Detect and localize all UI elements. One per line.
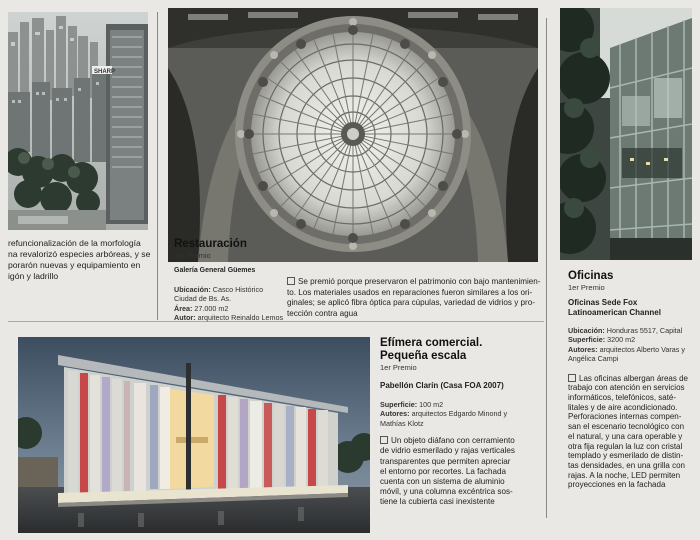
text-line: Se premió porque preservaron el patrimonio con bajo mantenimien- [298,277,541,286]
premio-label: 1er Premio [380,363,417,372]
text-line: proyecciones en la fachada [568,480,666,490]
dome-photo [168,8,538,262]
field-value: arquitectos Alberto Varas y [599,344,685,354]
text-line: na revalorizó especies arbóreas, y se [8,249,151,259]
text-line: ginales; se aplicó fibra óptica para cúpulas, variedad de vidrios y pro- [287,298,535,308]
field-value: 3200 m2 [607,335,636,345]
bullet-icon [568,374,576,382]
sharp-sign: SHARP [94,69,116,75]
field-value: Honduras 5517, Capital [606,326,683,335]
field-label: Autores: [380,409,410,419]
text-line: tección contra agua [287,308,358,318]
text-line: transparentes que permiten apreciar [380,456,511,466]
section-heading: Oficinas [568,270,614,282]
text-line: igón y ladrillo [8,271,59,281]
restauracion-info [174,238,284,323]
heading-line: Pequeña escala [380,350,467,362]
field-label: Superficie: [568,335,606,345]
city-aerial-photo [8,12,148,230]
field-value: Casco Histórico [212,285,264,294]
text-line: de vidrio esmerilado y rajas verticales [380,446,515,456]
text-line: Un objeto diáfano con cerramiento [391,436,515,446]
text-line: Las oficinas albergan áreas de [579,373,688,383]
heading-line: Efímera comercial. [380,337,483,349]
oficinas-info [568,270,694,490]
text-line: tas densidades, en una grilla con [568,460,685,470]
bullet-icon [380,436,388,444]
field-label: Ubicación: [174,285,211,294]
text-line: trabajo con atención en servicios [568,383,685,393]
bullet-icon [287,277,295,285]
field-label: Área: [174,303,193,313]
text-line: refuncionalización de la morfología [8,238,141,248]
text-line: to. Los materiales usados en reparaciones fueron similares a los ori- [287,287,533,297]
field-label: Autores: [568,344,598,354]
restauracion-body [287,277,541,319]
project-details [380,400,540,428]
top-left-text [8,238,154,282]
project-name-line: Oficinas Sede Fox [568,298,638,307]
text-line: porarón nuevas y equipamiento en [8,260,141,270]
section-heading [380,337,540,363]
field-value: Mathías Klotz [380,418,424,428]
premio-label: 1er Premio [174,251,211,260]
text-line: cuenta con un sistema de aluminio [380,477,505,487]
text-line: san el escenario tecnológico con [568,422,685,432]
text-line: litales y de aire acondicionado. [568,402,678,412]
oficinas-body [568,374,694,490]
premio-label: 1er Premio [568,283,605,292]
field-value: arquitecto Reinaldo Lemos [197,313,284,323]
field-label: Superficie: [380,400,418,409]
project-name: Galería General Güemes [174,267,256,274]
efimera-info [380,337,540,508]
field-value: Ciudad de Bs. As. [174,294,232,304]
column-rule [546,18,547,518]
text-line: Perforaciones internas compen- [568,412,682,422]
project-details [174,285,284,323]
section-heading: Restauración [174,238,247,250]
text-line: rajas. A la noche, LED permiten [568,470,681,480]
glass-office-photo [560,8,692,260]
text-line: móvil, y una columna excéntrica sos- [380,487,513,497]
project-name: Pabellón Clarín (Casa FOA 2007) [380,381,504,390]
field-label: Autor: [174,313,196,323]
field-value: Angélica Campi [568,354,619,364]
text-line: otra fija regulan la luz con cristal [568,441,683,451]
field-label: Ubicación: [568,326,605,335]
text-line: el natural, y una cara operable y [568,431,683,441]
field-value: arquitectos Edgardo Minond y [411,409,508,419]
pavilion-photo [18,337,370,533]
text-line: tiene la cubierta casi inexistente [380,497,495,507]
project-details [568,326,694,364]
project-name [568,298,694,318]
project-name-line: Latinoamerican Channel [568,308,661,317]
efimera-body [380,436,540,507]
text-line: informáticos, telefónicos, saté- [568,393,677,403]
field-value: 27.000 m2 [194,303,229,313]
column-rule [157,12,158,320]
field-value: 100 m2 [419,400,444,409]
text-line: el entorno por recortes. La fachada [380,466,506,476]
text-line: templado y esmerilado de distin- [568,451,684,461]
